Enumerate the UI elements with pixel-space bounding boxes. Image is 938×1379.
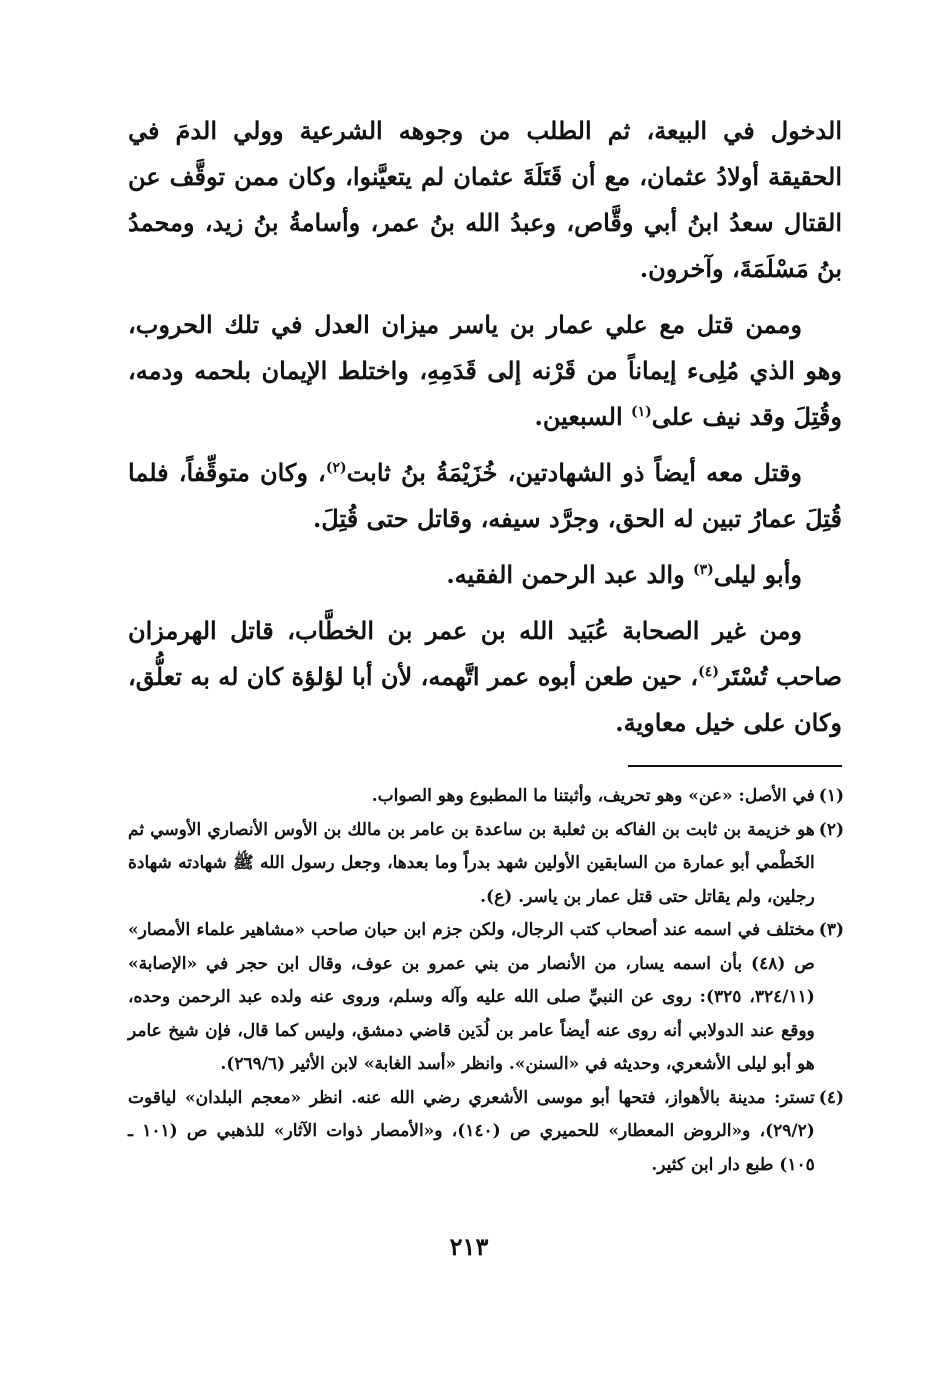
paragraph-text: السبعين. — [534, 402, 631, 431]
footnote-number: (٤) — [818, 1087, 844, 1108]
main-text — [128, 108, 842, 756]
footnote-number: (٢) — [818, 819, 844, 840]
footnotes — [128, 780, 844, 1182]
paragraph-text: ومن غير الصحابة عُبَيد الله بن عمر بن الخطَّاب، قاتل الهرمزان صاحب تُسْتَر — [128, 616, 842, 691]
footnote-number: (٣) — [818, 920, 844, 940]
page-number: ٢١٣ — [449, 1232, 489, 1261]
paragraph-text: الدخول في البيعة، ثم الطلب من وجوهه الشرعية وولي الدمَ في الحقيقة أولادُ عثمان، مع أن قَتَلَةَ عثمان لم يتعيَّنوا، وكان ممن توقَّف عن القتال سعدُ ابنُ أبي وقَّاص، وعبدُ الله بنُ عمر، وأسامةُ بنُ زيد، ومحمدُ بنُ مَسْلَمَةَ، وآخرون. — [128, 116, 842, 283]
footnote-reference: (٣) — [693, 562, 714, 578]
footnote-number: (١) — [818, 786, 844, 806]
footnote-text: تستر: مدينة بالأهواز، فتحها أبو موسى الأشعري رضي الله عنه. انظر «معجم البلدان» لياقوت (٢٩/٢)، و«الروض المعطار» للحميري ص (١٤٠)، و«الأمصار ذوات الآثار» للذهبي ص (١٠١ ـ ١٠٥) طبع دار ابن كثير. — [128, 1087, 815, 1175]
footnote-reference: (٤) — [698, 664, 719, 680]
paragraph-text: ، حين طعن أبوه عمر اتَّهمه، لأن أبا لؤلؤة كان له به تعلُّق، وكان على خيل معاوية. — [128, 662, 842, 737]
footnote-separator — [628, 765, 842, 767]
footnote-3 — [128, 914, 844, 1082]
footnote-text: في الأصل: «عن» وهو تحريف، وأثبتنا ما المطبوع وهو الصواب. — [371, 786, 815, 806]
paragraph-text: وقتل معه أيضاً ذو الشهادتين، خُزَيْمَةُ بنُ ثابت — [346, 458, 802, 487]
paragraph-text: وممن قتل مع علي عمار بن ياسر ميزان العدل في تلك الحروب، وهو الذي مُلِىء إيماناً من قَرْنه إلى قَدَمِهِ، واختلط الإيمان بلحمه ودمه، وقُتِلَ وقد نيف على — [128, 310, 842, 431]
footnote-2 — [128, 814, 844, 915]
paragraph-text: والد عبد الرحمن الفقيه. — [446, 560, 694, 589]
footnote-4 — [128, 1082, 844, 1183]
footnote-text: هو خزيمة بن ثابت بن الفاكه بن ثعلبة بن ساعدة بن عامر بن مالك بن الأوس الأنصاري الأوسي ثم الخَطْمي أبو عمارة من السابقين الأولين شهد بدراً وما بعدها، وجعل رسول الله ﷺ شهادته شهادة رجلين، ولم يقاتل حتى قتل عمار بن ياسر. (ع). — [128, 819, 815, 907]
footnote-text: مختلف في اسمه عند أصحاب كتب الرجال، ولكن جزم ابن حبان صاحب «مشاهير علماء الأمصار» ص (٤٨) بأن اسمه يسار، من الأنصار من بني عمرو بن عوف، وقال ابن حجر في «الإصابة» (٣٢٤/١١، ٣٢٥): روى عن النبيِّ صلى الله عليه وآله وسلم، وروى عنه ولده عبد الرحمن وحده، ووقع عند الدولابي أنه روى عنه أيضاً عامر بن لُدَين قاضي دمشق، وليس كما قال، فإن شيخ عامر هو أبو ليلى الأشعري، وحديثه في «السنن». وانظر «أسد الغابة» لابن الأثير (٢٦٩/٦). — [128, 920, 815, 1074]
footnote-reference: (٢) — [325, 460, 347, 476]
paragraph — [128, 608, 842, 746]
footnote-reference: (١) — [630, 404, 652, 420]
paragraph — [128, 552, 842, 598]
paragraph — [128, 450, 842, 542]
paragraph-text: ، وكان متوقِّفاً، فلما قُتِلَ عمارُ تبين له الحق، وجرَّد سيفه، وقاتل حتى قُتِلَ. — [128, 458, 842, 533]
footnote-1 — [128, 780, 844, 814]
paragraph-text: وأبو ليلى — [713, 560, 802, 589]
paragraph — [128, 108, 842, 292]
paragraph — [128, 302, 842, 440]
